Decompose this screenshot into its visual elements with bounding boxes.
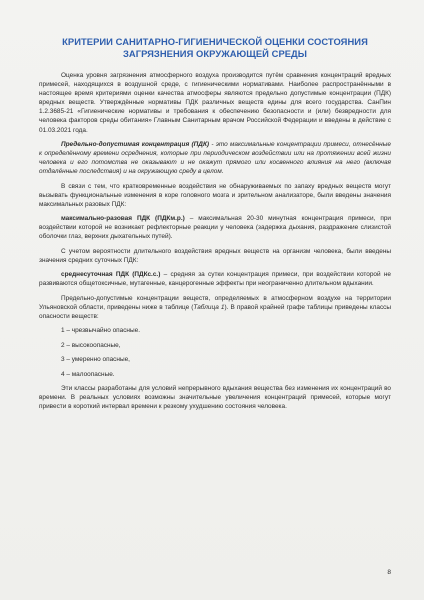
paragraph-table-intro	[39, 294, 391, 321]
pdk-definition-text: - это максимальные концентрации примеси, отнесённые к определённому времени осреднения, которые при периодическом воздействии или на протяжении всей жизни человека и его потомства не оказывают и не окажут прямого или косвенного влияния на него (включая отдалённые последствия) и на окружающую среду в целом.	[39, 140, 391, 176]
term-max-single-pdk: максимально-разовая ПДК (ПДКм.р.)	[61, 215, 185, 223]
list-item: 1 – чрезвычайно опасные.	[61, 327, 140, 335]
list-item: 4 – малоопасные.	[61, 370, 115, 378]
daily-pdk-text: – средняя за сутки концентрация примеси, при воздействии которой не развиваются общетоксичные, мутагенные, канцерогенные эффекты при неограниченно длительном вдыхании.	[39, 271, 391, 288]
table-intro-text-a: Предельно-допустимые концентрации веществ, определяемых в атмосферном воздухе на территории Ульяновской области, приведены ниже в таблице (	[39, 294, 391, 311]
paragraph-long-term: С учетом вероятности длительного воздействия вредных веществ на организм человека, были введены значения средних суточных ПДК:	[39, 247, 391, 264]
list-item: 3 – умеренно опасные,	[61, 356, 130, 364]
paragraph-intro: Оценка уровня загрязнения атмосферного воздуха производится путём сравнения концентраций вредных примесей, находящихся в воздушной среде, с гигиеническими нормативами. Наиболее распространёнными в настоящее время критериями оценки качества атмосферы являются предельно допустимые концентрации (ПДК) вредных веществ. Утверждённые нормативы ПДК различных веществ едины для всего государства. СанПин 1.2.3685-21 «Гигиенические нормативы и требования к обеспечению безопасности и (или) безвредности для человека факторов среды обитания» Главным Санитарным врачом Российской Федерации и введены в действие с 01.03.2021 года.	[39, 72, 391, 134]
list-item: 2 – высокоопасные,	[61, 341, 121, 349]
title-line-1: КРИТЕРИИ САНИТАРНО-ГИГИЕНИЧЕСКОЙ ОЦЕНКИ СОСТОЯНИЯ	[62, 36, 368, 47]
page-content	[39, 36, 391, 416]
term-daily-pdk: среднесуточная ПДК (ПДКс.с.)	[61, 271, 161, 279]
paragraph-short-term: В связи с тем, что кратковременные воздействия не обнаруживаемых по запаху вредных веществ могут вызывать функциональные изменения в коре головного мозга и зрительном анализаторе, были введены значения максимальных разовых ПДК:	[39, 182, 391, 208]
page-number: 8	[387, 569, 391, 576]
title-line-2: ЗАГРЯЗНЕНИЯ ОКРУЖАЮЩЕЙ СРЕДЫ	[122, 47, 308, 59]
paragraph-conclusion: Эти классы разработаны для условий непрерывного вдыхания вещества без изменения их концентраций во времени. В реальных условиях возможны значительные увеличения концентраций примесей, которые могут привести в короткий интервал времени к резкому ухудшению состояния человека.	[39, 384, 391, 411]
term-pdk: Предельно-допустимая концентрация (ПДК)	[61, 140, 210, 148]
table-intro-text-b: ). В правой крайней графе таблицы приведены классы опасности веществ:	[39, 303, 392, 320]
table-reference: Таблица 1	[193, 303, 225, 311]
document-title	[39, 36, 391, 59]
paragraph-daily-pdk	[39, 270, 391, 288]
paragraph-max-single-pdk	[39, 214, 391, 241]
paragraph-pdk-definition	[39, 140, 391, 176]
max-single-pdk-text: – максимальная 20-30 минутная концентрация примеси, при воздействии которой не возникает рефлекторные реакции у человека (задержка дыхания, раздражение слизистой оболочки глаз, верхних дыхательных путей).	[39, 215, 391, 241]
hazard-class-list	[39, 326, 391, 378]
